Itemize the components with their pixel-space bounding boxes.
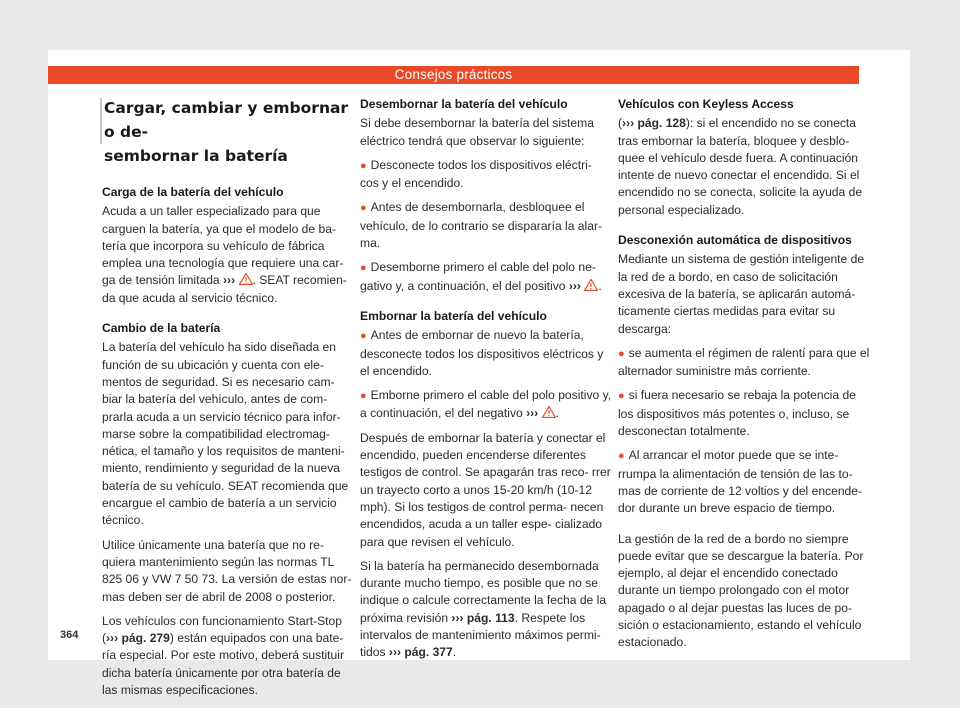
paragraph-desembornar-intro: Si debe desembornar la batería del sistema eléctrico tendrá que observar lo siguiente: (360, 116, 594, 148)
paragraph-cambio-3: Los vehículos con funcionamiento Start-Stop (››› pág. 279) están equipados con una bate- ría especial. Por este motivo, deberá sustituir dicha batería únicamente por otra batería de las mismas especificaciones. (102, 613, 344, 698)
list-item: ● Antes de embornar de nuevo la batería, desconecte todos los dispositivos eléctricos y el encendido. (360, 328, 604, 378)
paragraph-cambio-1: La batería del vehículo ha sido diseñada en función de su ubicación y cuenta con ele- mentos de seguridad. Si es necesario cam- biar la batería del vehículo, antes de com- prarla acuda a un servicio técnico para infor- marse sobre la compatibilidad electromag- nética, el tamaño y los requisitos de manteni- miento, rendimiento y seguridad de la nueva batería de su vehículo. SEAT recomienda que encargue el cambio de batería a un servicio técnico. (102, 340, 349, 528)
paragraph-cambio-2: Utilice únicamente una batería que no re- quiera mantenimiento según las normas TL 825 06 y VW 7 50 73. La versión de estas nor- mas deben ser de abril de 2008 o posterior. (102, 537, 352, 604)
bullet-dot: ● (360, 262, 367, 275)
list-item: ● Al arrancar el motor puede que se inte- rrumpa la alimentación de tensión de las to- mas de corriente de 12 voltios y del encende- dor durante un breve espacio de tiempo. (618, 448, 863, 516)
bullet-dot: ● (360, 159, 367, 172)
page-title (102, 96, 354, 168)
arrow-ref[interactable]: ››› (526, 406, 539, 421)
column-1 (102, 96, 354, 706)
bullet-dot: ● (618, 450, 625, 463)
list-item: ● si fuera necesario se rebaja la potencia de los dispositivos más potentes o, incluso, se desconectan totalmente. (618, 388, 856, 439)
paragraph-embornar-2: Si la batería ha permanecido desembornada durante mucho tiempo, es posible que no se indique o calcule correctamente la fecha de la próxima revisión ››› pág. 113. Respete los intervalos de mantenimiento máximos permi- tidos ››› pág. 377. (360, 558, 607, 660)
bullet-dot: ● (618, 347, 625, 360)
page-ref[interactable]: ››› pág. 377 (388, 645, 453, 660)
bullet-dot: ● (618, 390, 625, 403)
paragraph-desconexion-1: Mediante un sistema de gestión inteligente de la red de a bordo, en caso de solicitación excesiva de la batería, se aplicarán automá- ticamente ciertas medidas para evitar su descarga: (618, 252, 865, 336)
heading-desconexion: Desconexión automática de dispositivos (618, 233, 852, 248)
page-ref[interactable]: ››› pág. 113 (451, 610, 515, 625)
list-item: ● Desconecte todos los dispositivos eléctri- cos y el encendido. (360, 157, 592, 191)
arrow-ref[interactable]: ››› (223, 273, 236, 288)
arrow-ref[interactable]: ››› (568, 278, 581, 293)
column-3 (618, 96, 870, 659)
paragraph-embornar-1: Después de embornar la batería y conectar el encendido, pueden encenderse diferentes testigos de control. Se apagarán tras reco- rrer un trayecto corto a unos 15-20 km/h (10-12 mph). Si los testigos de control perma- necen encendidos, acuda a un taller espe- cializado para que revisen el vehículo. (360, 430, 611, 549)
column-2 (360, 96, 612, 669)
page-number: 364 (60, 629, 79, 641)
heading-desembornar: Desembornar la batería del vehículo (360, 97, 568, 111)
warning-icon[interactable] (542, 406, 556, 418)
list-item: ● se aumenta el régimen de ralentí para que el alternador suministre más corriente. (618, 345, 870, 379)
warning-icon[interactable] (239, 273, 253, 285)
paragraph-desconexion-2: La gestión de la red de a bordo no siempre puede evitar que se descargue la batería. Por ejemplo, al dejar el encendido conectado durante un tiempo prolongado con el motor apagado o al dejar puestas las luces de po- sición o estacionamiento, estando el vehículo estacionado. (618, 531, 864, 650)
warning-icon[interactable] (584, 279, 598, 291)
heading-carga: Carga de la batería del vehículo (102, 185, 284, 199)
heading-embornar: Embornar la batería del vehículo (360, 308, 547, 323)
page-ref[interactable]: ››› pág. 128 (622, 116, 686, 131)
bullet-dot: ● (360, 390, 367, 403)
paragraph-keyless: (››› pág. 128): si el encendido no se conecta tras embornar la batería, bloquee y desblo- quee el vehículo desde fuera. A continuación intente de nuevo conectar el encendido. Si el encendido no se conecta, solicite la ayuda de personal especializado. (618, 116, 863, 217)
bullet-dot: ● (360, 202, 367, 215)
title-line-1: Cargar, cambiar y embornar o de- (104, 99, 349, 141)
section-header: Consejos prácticos (48, 66, 859, 84)
list-item: ● Emborne primero el cable del polo positivo y, a continuación, el del negativo ››› . (360, 388, 612, 421)
title-line-2: sembornar la batería (104, 147, 288, 165)
heading-cambio: Cambio de la batería (102, 321, 221, 336)
heading-keyless: Vehículos con Keyless Access (618, 97, 794, 111)
paragraph-carga: Acuda a un taller especializado para que carguen la batería, ya que el modelo de ba- tería que incorpora su vehículo de fábrica emplea una tecnología que requiere una car- ga de tensión limitada ››› . SEAT recomien- da que acuda al servicio técnico. (102, 204, 347, 305)
list-item: ● Antes de desembornarla, desbloquee el vehículo, de lo contrario se dispararía la alar- ma. (360, 200, 602, 251)
list-item: ● Desemborne primero el cable del polo ne- gativo y, a continuación, el del positivo ››› . (360, 260, 602, 293)
page-ref[interactable]: ››› pág. 279 (106, 631, 170, 646)
bullet-dot: ● (360, 330, 367, 343)
